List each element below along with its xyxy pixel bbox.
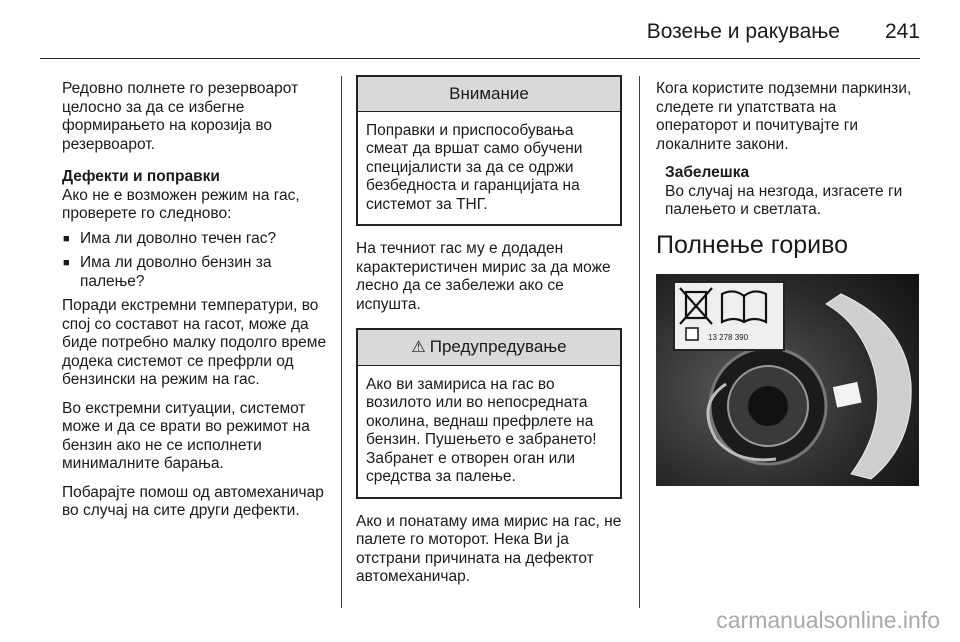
page-number: 241 [884, 20, 920, 43]
list-item: ■ Има ли доволно течен гас? [62, 230, 330, 249]
intro-paragraph: Редовно полнете го резервоарот целосно за да се избегне формирањето на корозија во резервоарот. [62, 80, 299, 153]
column-divider-1 [341, 76, 342, 608]
note-text: Во случај на незгода, изгасете ги палењето и светлата. [665, 182, 903, 218]
paragraph-extreme: Во екстремни ситуации, системот може и да се врати во режимот на бензин ако не се исполнети минималните барања. [62, 399, 310, 472]
caution-text: Поправки и приспособувања смеат да вршат само обучени специјалисти за да се одржи безбедноста и гаранцијата на системот за ТНГ. [366, 121, 583, 213]
watermark: carmanualsonline.info [716, 607, 940, 633]
paragraph-odor: На течниот гас му е додаден карактеристичен мирис за да може лесно да се забележи ако се испушта. [356, 240, 611, 313]
column-2 [356, 75, 622, 597]
photo-label-number: 13 278 390 [708, 332, 749, 342]
caution-box [356, 75, 622, 226]
header-rule [40, 58, 920, 59]
paragraph-help: Побарајте помош од автомеханичар во случај на сите други дефекти. [62, 483, 324, 519]
column-3 [656, 80, 922, 491]
caution-title: Внимание [358, 77, 620, 112]
paragraph-temperature: Поради екстремни температури, во спој со составот на гасот, може да биде потребно малку подолго време додека системот се префрли од бензински на режим на гас. [62, 297, 327, 388]
warning-text: Ако ви замириса на гас во возилото или во непосредната околина, веднаш префрлете на бензин. Пушењето е забрането! Забранет е отворен оган или средства за палење. [366, 375, 597, 485]
subheading-defects: Дефекти и поправки [62, 168, 220, 185]
column-divider-2 [639, 76, 640, 608]
column-1 [62, 80, 330, 531]
fuel-filler-photo [656, 274, 919, 486]
warning-box [356, 328, 622, 499]
note-title: Забелешка [665, 164, 750, 181]
warning-triangle-icon: ⚠ [411, 339, 426, 356]
subheading-text: Ако не е возможен режим на гас, проверете го следново: [62, 186, 300, 222]
paragraph-mechanic: Ако и понатаму има мирис на гас, не палете го моторот. Нека Ви ја отстрани причината на дефектот автомеханичар. [356, 512, 622, 585]
note-block [656, 164, 922, 220]
section-heading: Полнење гориво [656, 230, 849, 259]
warning-title: Предупредување [429, 337, 567, 356]
warning-header [358, 330, 620, 366]
list-item: ■ Има ли доволно бензин за палење? [62, 254, 330, 291]
running-header-title: Возење и ракување [646, 20, 840, 43]
paragraph-parking: Кога користите подземни паркинзи, следете ги упатствата на операторот и почитувајте ги локалните закони. [656, 80, 912, 153]
check-list [62, 230, 330, 292]
